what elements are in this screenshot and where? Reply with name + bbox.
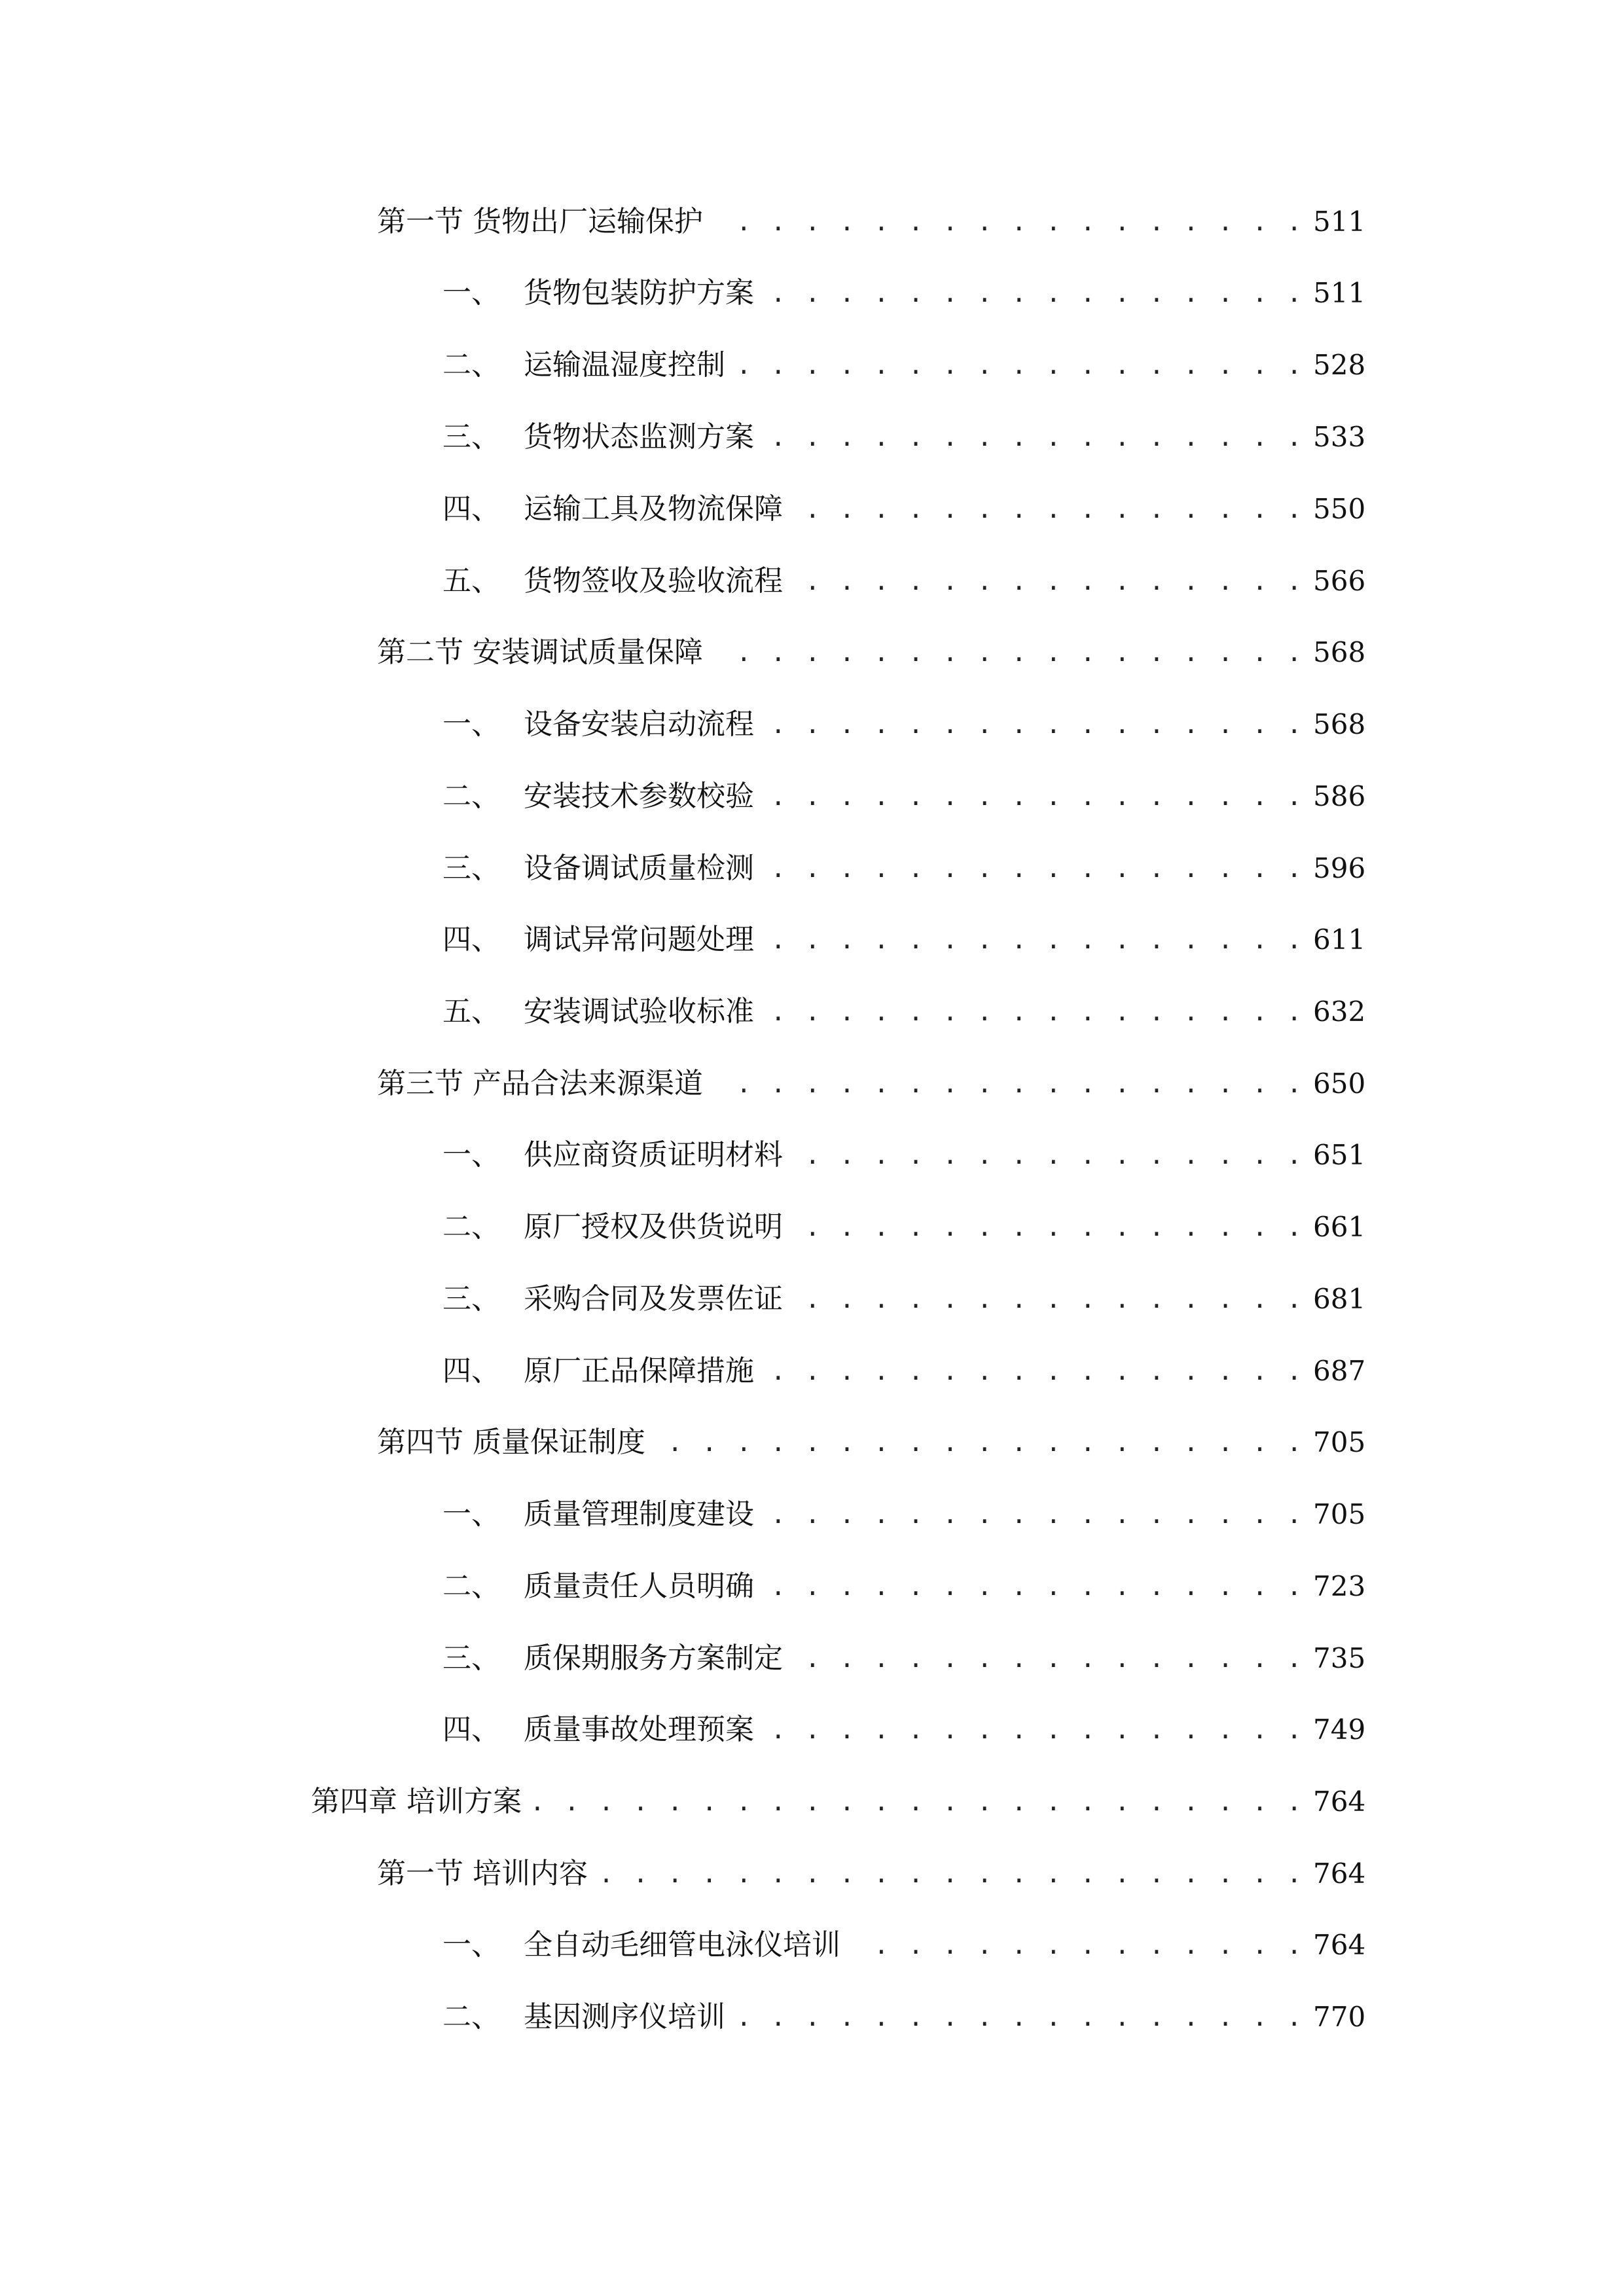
toc-entry-number: 五、 (442, 995, 500, 1028)
toc-entry-number: 三、 (442, 1641, 500, 1675)
toc-entry-subsection[interactable] (442, 1559, 1365, 1605)
toc-leader-dots (713, 204, 1304, 240)
toc-leader-dots (532, 1784, 1304, 1820)
toc-entry-title: 第四章 培训方案 (311, 1785, 522, 1818)
toc-entry-page: 764 (1313, 1857, 1366, 1890)
toc-leader-dots (765, 275, 1304, 312)
toc-entry-page: 661 (1313, 1211, 1366, 1243)
toc-entry-page: 705 (1313, 1426, 1366, 1458)
toc-entry-chapter[interactable] (311, 1774, 1365, 1820)
toc-entry-title: 第一节 培训内容 (377, 1857, 588, 1890)
toc-leader-dots (793, 491, 1304, 528)
toc-entry-number: 四、 (442, 1713, 500, 1746)
toc-entry-number: 四、 (442, 1354, 500, 1388)
toc-entry-subsection[interactable] (442, 554, 1365, 600)
toc-entry-number: 二、 (442, 780, 500, 813)
toc-leader-dots (765, 1568, 1304, 1605)
toc-entry-title: 设备调试质量检测 (524, 852, 754, 885)
toc-entry-number: 一、 (442, 1138, 500, 1172)
toc-entry-page: 749 (1313, 1713, 1366, 1746)
toc-entry-title: 运输温湿度控制 (524, 348, 725, 382)
toc-leader-dots (765, 1496, 1304, 1533)
toc-entry-title: 第一节 货物出厂运输保护 (377, 205, 703, 238)
toc-entry-page: 511 (1313, 206, 1366, 238)
toc-entry-title: 货物状态监测方案 (524, 420, 754, 454)
toc-entry-page: 651 (1313, 1139, 1366, 1171)
toc-entry-section[interactable] (377, 1415, 1365, 1461)
toc-entry-number: 三、 (442, 1282, 500, 1316)
toc-leader-dots (851, 1927, 1304, 1964)
toc-leader-dots (765, 994, 1304, 1030)
toc-entry-number: 二、 (442, 1570, 500, 1603)
toc-entry-title: 采购合同及发票佐证 (524, 1282, 783, 1316)
toc-leader-dots (765, 1353, 1304, 1390)
toc-entry-section[interactable] (377, 1846, 1365, 1892)
toc-entry-page: 770 (1313, 2001, 1366, 2033)
toc-entry-page: 611 (1313, 924, 1366, 956)
toc-entry-section[interactable] (377, 194, 1365, 240)
toc-entry-title: 供应商资质证明材料 (524, 1138, 783, 1172)
toc-entry-title: 调试异常问题处理 (524, 923, 754, 956)
toc-entry-subsection[interactable] (442, 1702, 1365, 1748)
toc-entry-number: 二、 (442, 2000, 500, 2034)
toc-leader-dots (713, 634, 1304, 671)
toc-entry-page: 687 (1313, 1355, 1366, 1387)
toc-entry-page: 566 (1313, 565, 1366, 597)
toc-entry-title: 基因测序仪培训 (524, 2000, 725, 2034)
toc-entry-page: 650 (1313, 1067, 1366, 1100)
toc-entry-title: 安装技术参数校验 (524, 780, 754, 813)
toc-entry-subsection[interactable] (442, 697, 1365, 743)
toc-entry-number: 四、 (442, 492, 500, 526)
toc-entry-number: 一、 (442, 708, 500, 741)
toc-leader-dots (598, 1856, 1304, 1892)
toc-entry-title: 质量管理制度建设 (524, 1498, 754, 1531)
toc-leader-dots (656, 1424, 1304, 1461)
toc-entry-title: 第二节 安装调试质量保障 (377, 636, 703, 669)
toc-entry-page: 764 (1313, 1929, 1366, 1961)
toc-entry-title: 第四节 质量保证制度 (377, 1426, 645, 1459)
toc-entry-section[interactable] (377, 1056, 1365, 1102)
toc-entry-page: 568 (1313, 708, 1366, 740)
toc-leader-dots (793, 1209, 1304, 1246)
toc-entry-page: 632 (1313, 996, 1366, 1028)
toc-entry-page: 533 (1313, 421, 1366, 453)
toc-entry-page: 511 (1313, 277, 1366, 309)
toc-leader-dots (765, 419, 1304, 456)
toc-entry-page: 568 (1313, 636, 1366, 668)
toc-leader-dots (765, 922, 1304, 958)
toc-leader-dots (736, 347, 1304, 384)
toc-leader-dots (793, 1137, 1304, 1174)
toc-entry-page: 596 (1313, 852, 1366, 884)
toc-entry-page: 735 (1313, 1642, 1366, 1674)
toc-leader-dots (793, 1640, 1304, 1677)
toc-entry-page: 723 (1313, 1570, 1366, 1602)
toc-entry-subsection[interactable] (442, 1990, 1365, 2036)
toc-entry-page: 528 (1313, 349, 1366, 381)
toc-entry-title: 质保期服务方案制定 (524, 1641, 783, 1675)
toc-leader-dots (765, 850, 1304, 887)
toc-entry-subsection[interactable] (442, 1200, 1365, 1246)
toc-entry-subsection[interactable] (442, 1344, 1365, 1390)
toc-leader-dots (765, 778, 1304, 815)
toc-entry-title: 运输工具及物流保障 (524, 492, 783, 526)
toc-entry-number: 五、 (442, 564, 500, 598)
toc-entry-subsection[interactable] (442, 841, 1365, 887)
toc-entry-title: 全自动毛细管电泳仪培训 (524, 1928, 840, 1962)
toc-entry-subsection[interactable] (442, 338, 1365, 384)
toc-entry-title: 质量责任人员明确 (524, 1570, 754, 1603)
toc-entry-page: 764 (1313, 1785, 1366, 1818)
toc-entry-subsection[interactable] (442, 984, 1365, 1030)
toc-entry-subsection[interactable] (442, 1272, 1365, 1318)
toc-entry-page: 705 (1313, 1498, 1366, 1530)
toc-entry-title: 设备安装启动流程 (524, 708, 754, 741)
toc-leader-dots (765, 706, 1304, 743)
toc-entry-subsection[interactable] (442, 266, 1365, 312)
toc-leader-dots (765, 1712, 1304, 1748)
toc-entry-page: 681 (1313, 1283, 1366, 1315)
toc-entry-number: 一、 (442, 1928, 500, 1962)
toc-entry-number: 三、 (442, 420, 500, 454)
toc-entry-number: 二、 (442, 1210, 500, 1244)
toc-leader-dots (793, 563, 1304, 600)
toc-entry-section[interactable] (377, 625, 1365, 671)
toc-entry-title: 货物包装防护方案 (524, 276, 754, 310)
toc-entry-title: 原厂正品保障措施 (524, 1354, 754, 1388)
toc-entry-subsection[interactable] (442, 769, 1365, 815)
toc-entry-number: 三、 (442, 852, 500, 885)
toc-entry-title: 质量事故处理预案 (524, 1713, 754, 1746)
toc-entry-subsection[interactable] (442, 1631, 1365, 1677)
toc-entry-subsection[interactable] (442, 482, 1365, 528)
toc-entry-title: 货物签收及验收流程 (524, 564, 783, 598)
toc-entry-subsection[interactable] (442, 912, 1365, 958)
toc-entry-title: 原厂授权及供货说明 (524, 1210, 783, 1244)
toc-entry-subsection[interactable] (442, 410, 1365, 456)
toc-entry-number: 一、 (442, 276, 500, 310)
toc-entry-page: 586 (1313, 780, 1366, 812)
toc-entry-number: 二、 (442, 348, 500, 382)
toc-entry-number: 四、 (442, 923, 500, 956)
toc-entry-number: 一、 (442, 1498, 500, 1531)
toc-entry-subsection[interactable] (442, 1487, 1365, 1533)
toc-entry-subsection[interactable] (442, 1128, 1365, 1174)
toc-leader-dots (793, 1281, 1304, 1318)
toc-entry-page: 550 (1313, 493, 1366, 525)
toc-leader-dots (736, 1999, 1304, 2036)
toc-entry-title: 安装调试验收标准 (524, 995, 754, 1028)
toc-entry-subsection[interactable] (442, 1918, 1365, 1964)
toc-leader-dots (713, 1066, 1304, 1102)
toc-entry-title: 第三节 产品合法来源渠道 (377, 1067, 703, 1100)
